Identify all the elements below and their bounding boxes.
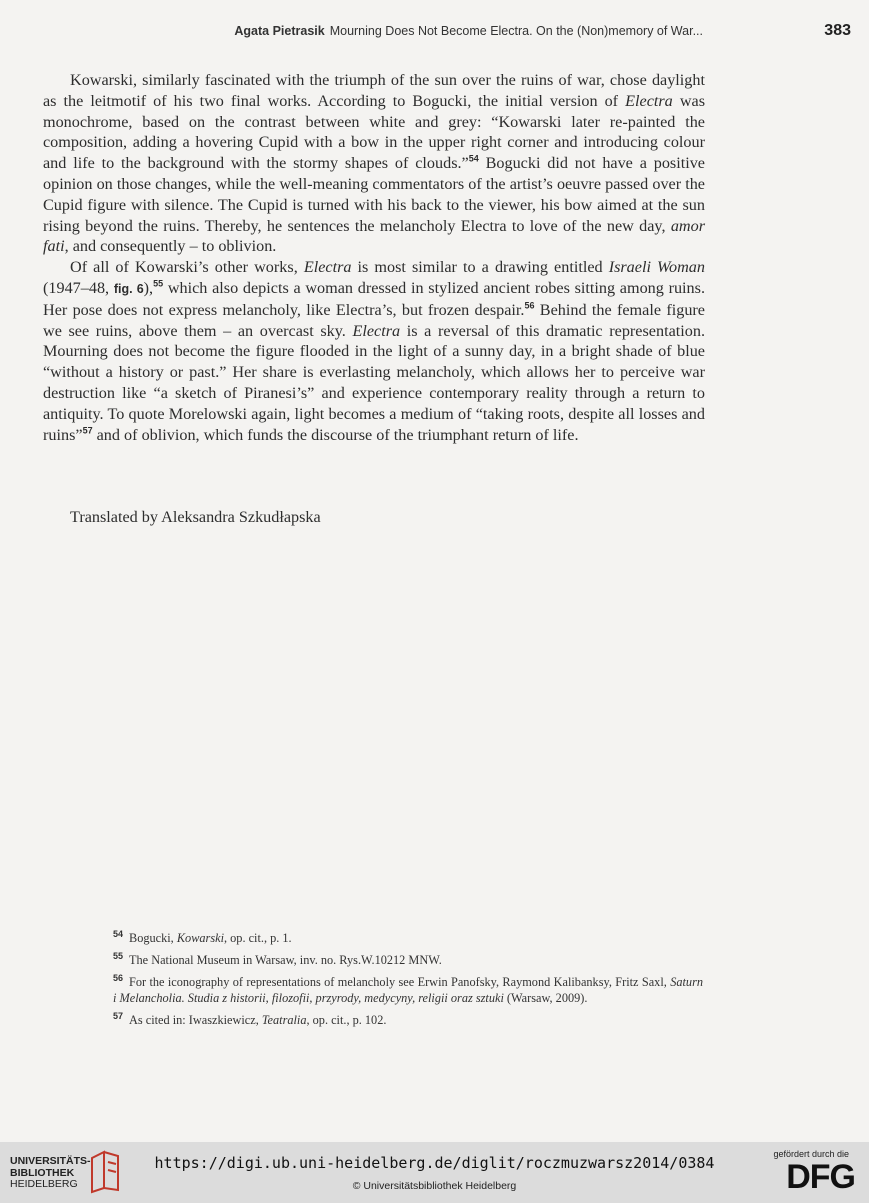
- running-head: [0, 22, 869, 44]
- footnote-number: 57: [113, 1010, 124, 1021]
- permalink-url[interactable]: https://digi.ub.uni-heidelberg.de/diglit/roczmuzwarsz2014/0384: [154, 1154, 715, 1172]
- footnote-ref-54[interactable]: 54: [468, 153, 479, 164]
- text-run: and of oblivion, which funds the discourse of the triumphant return of life.: [92, 425, 579, 444]
- dfg-logo[interactable]: DFG: [786, 1158, 855, 1196]
- library-name-line2: BIBLIOTHEK: [10, 1166, 75, 1179]
- italic-title: Saturn i Melancholia. Studia z historii, filozofii, przyrody, medycyny, religii oraz sztuki: [113, 975, 703, 1005]
- page-number: 383: [824, 22, 851, 39]
- text-run: For the iconography of representations of melancholy see Erwin Panofsky, Raymond Kalibanksy, Fritz Saxl,: [129, 975, 671, 989]
- header-author: Agata Pietrasik: [234, 24, 325, 38]
- italic-title: Teatralia: [261, 1013, 307, 1027]
- funding-caption: gefördert durch die: [773, 1149, 849, 1159]
- footnote-ref-55[interactable]: 55: [153, 278, 164, 289]
- footnote-57: [113, 1012, 703, 1028]
- footnote-ref-56[interactable]: 56: [524, 300, 535, 311]
- text-run: ),: [143, 278, 154, 297]
- text-run: is a reversal of this dramatic representation. Mourning does not become the figure flooded in the light of a sunny day, in a bright shade of blue “without a history or past.” Her share is everlasting melancholy, which allows her to perceive war destruction like “a sketch of Piranesi’s” and experience contemporary reality through a return to antiquity. To quote Morelowski again, light becomes a medium of “taking roots, despite all losses and ruins”: [43, 321, 705, 444]
- text-run: The National Museum in Warsaw, inv. no. Rys.W.10212 MNW.: [129, 953, 442, 967]
- text-run: (Warsaw, 2009).: [503, 991, 588, 1005]
- footnotes: [113, 930, 703, 1034]
- text-run: (1947–48,: [43, 278, 114, 297]
- footer-bar: [0, 1142, 869, 1203]
- paragraph-2: [43, 257, 705, 445]
- italic-title: Electra: [625, 91, 673, 110]
- text-run: Kowarski, similarly fascinated with the triumph of the sun over the ruins of war, chose daylight as the leitmotif of his two final works. According to Bogucki, the initial version of: [43, 71, 705, 110]
- running-head-text: [234, 24, 703, 38]
- footnote-ref-57[interactable]: 57: [82, 425, 93, 436]
- text-run: Of all of Kowarski’s other works,: [70, 258, 304, 277]
- footnote-55: [113, 952, 703, 968]
- footnote-number: 54: [113, 928, 124, 939]
- italic-title: Electra: [303, 258, 352, 277]
- text-run: is most similar to a drawing entitled: [351, 258, 609, 277]
- article-body: [43, 70, 705, 445]
- text-run: As cited in: Iwaszkiewicz,: [129, 1013, 262, 1027]
- italic-title: Electra: [352, 321, 401, 340]
- copyright-notice: © Universitätsbibliothek Heidelberg: [352, 1180, 517, 1192]
- text-run: , op. cit., p. 102.: [306, 1013, 387, 1027]
- text-run: Bogucki did not have a positive opinion on those changes, while the well-meaning commentators of the artist’s oeuvre passed over the Cupid figure with silence. The Cupid is turned with his back to the viewer, his bow aimed at the sun rising beyond the ruins. Thereby, he sentences the melancholy Electra to love of the new day,: [43, 154, 705, 235]
- header-title: Mourning Does Not Become Electra. On the (Non)memory of War...: [329, 24, 703, 38]
- footnote-54: [113, 930, 703, 946]
- italic-title: Israeli Woman: [608, 258, 705, 277]
- footnote-number: 55: [113, 950, 124, 961]
- library-name-line3: HEIDELBERG: [10, 1178, 78, 1190]
- italic-phrase: amor fati: [43, 216, 705, 256]
- italic-title: Kowarski: [176, 931, 224, 945]
- text-run: Behind the female figure we see ruins, above them – an overcast sky.: [43, 300, 705, 340]
- footnote-56: [43, 974, 703, 1006]
- figure-reference[interactable]: fig. 6: [113, 281, 144, 296]
- library-name-line1: UNIVERSITÄTS-: [10, 1155, 91, 1167]
- text-run: which also depicts a woman dressed in stylized ancient robes sitting among ruins. Her pose does not express melancholy, like Electra’s, but frozen despair.: [43, 278, 705, 319]
- text-run: , op. cit., p. 1.: [224, 931, 292, 945]
- text-run: Bogucki,: [129, 931, 177, 945]
- text-run: , and consequently – to oblivion.: [64, 237, 277, 256]
- footnote-number: 56: [113, 972, 124, 983]
- translator-credit: Translated by Aleksandra Szkudłapska: [70, 508, 321, 526]
- paragraph-1: [43, 70, 705, 257]
- text-run: was monochrome, based on the contrast between white and grey: “Kowarski later re-painted the composition, adding a hovering Cupid with a bow in the upper right corner and introducing colour and life to the background with the stormy shapes of clouds.”: [43, 91, 705, 173]
